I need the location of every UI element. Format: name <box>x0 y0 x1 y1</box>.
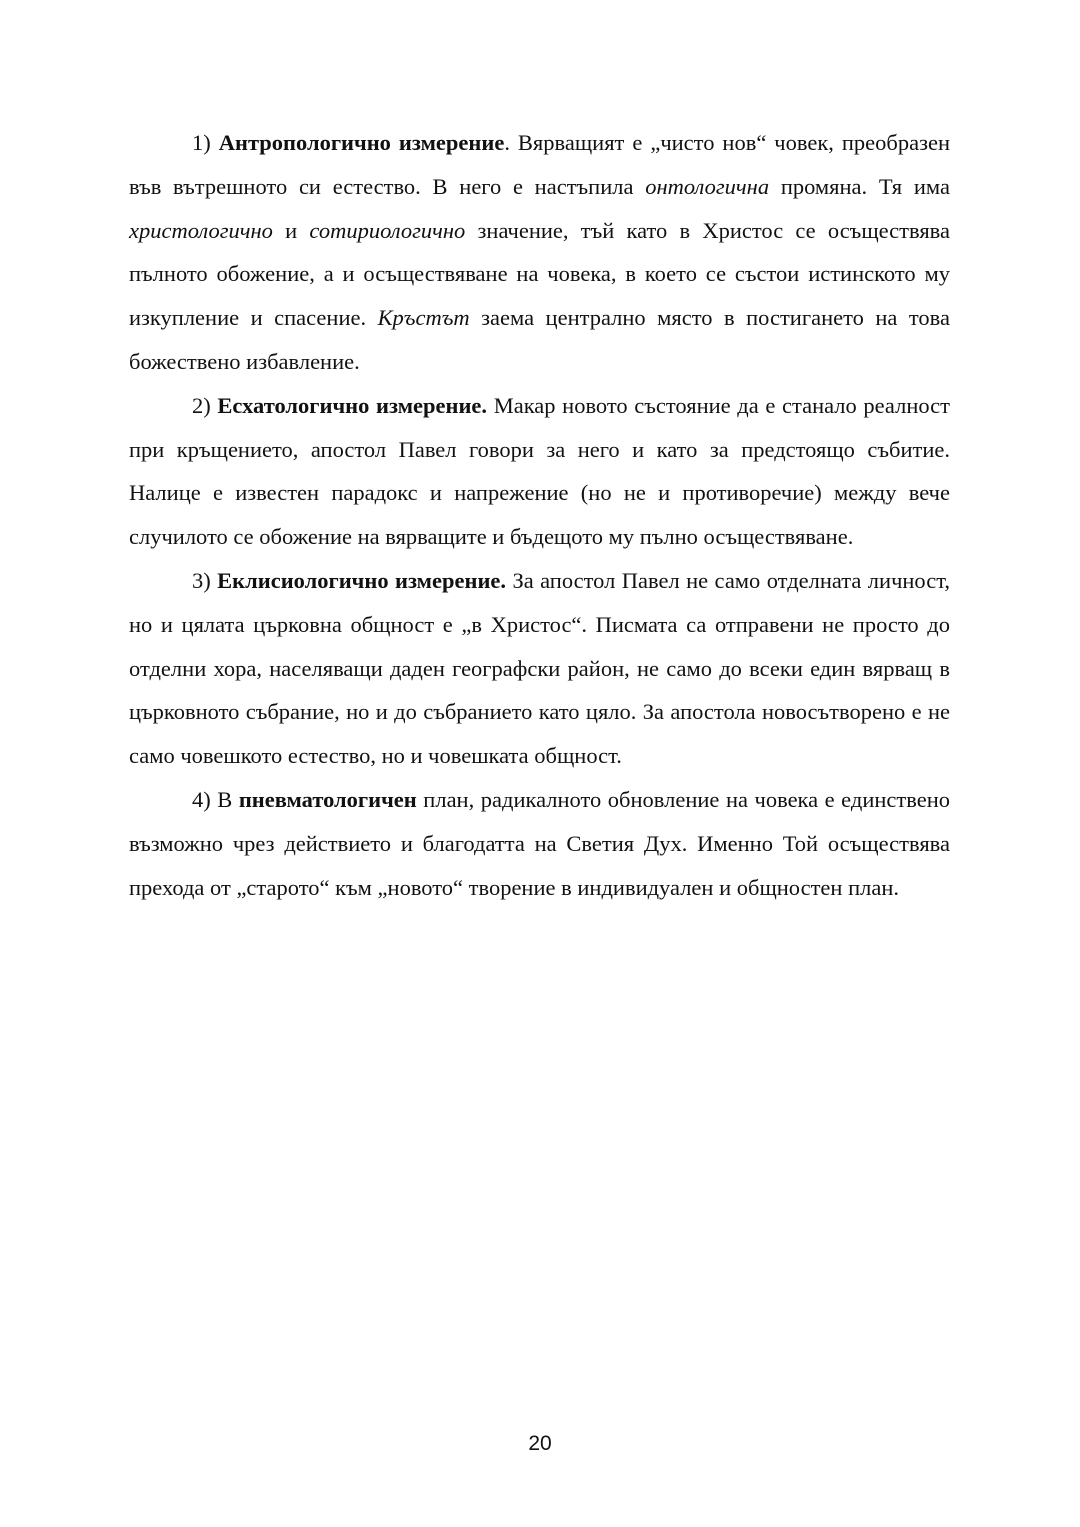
paragraph-number: 1) <box>192 130 219 155</box>
text-run: промяна. Тя има <box>769 173 950 199</box>
italic-term: онтологична <box>645 173 770 199</box>
paragraph-number: 2) <box>192 392 218 418</box>
bold-heading: Есхатологично измерение. <box>217 392 488 418</box>
bold-heading: Антропологично измерение <box>218 130 505 155</box>
paragraph-eschatological <box>129 384 950 559</box>
italic-term: сотириологично <box>309 217 466 243</box>
text-run: значение, тъй като в Христос се осъществява пълното обожение, а и осъществяване на човека, в което се състои истинското му изкупление и спасение. <box>129 217 950 331</box>
text-run: план, радикалното обновление на човека е единствено възможно чрез действието и благодатта на Светия Дух. Именно Той осъществява прехода от „старото“ към „новото“ творение в индивидуален и общностен план. <box>129 786 950 900</box>
text-run: За апостол Павел не само отделната личност, но и цялата църковна общност е „в Христос“. Писмата са отправени не просто до отделни хора, населяващи даден географски район, не само до всеки един вярващ в църковното събрание, но и до събранието като цяло. За апостола новосътворено е не само човешкото естество, но и човешката общност. <box>129 567 950 769</box>
text-run: Макар новото състояние да е станало реалност при кръщението, апостол Павел говори за него и като за предстоящо събитие. Налице е известен парадокс и напрежение (но не и противоречие) между вече случилото се обожение на вярващите и бъдещото му пълно осъществяване. <box>129 392 951 550</box>
bold-heading: пневматологичен <box>238 786 417 812</box>
page-number: 20 <box>528 1432 552 1455</box>
paragraph-pneumatological <box>129 778 950 909</box>
body-text <box>129 121 950 909</box>
paragraph-ecclesiological <box>129 559 950 778</box>
text-run: заема централно място в постигането на това божествено избавление. <box>129 305 950 374</box>
text-run: . Вярващият е „чисто нов“ човек, преобразен във вътрешното си естество. В него е настъпила <box>129 130 951 199</box>
paragraph-anthropological <box>129 121 950 384</box>
italic-term: христологично <box>129 217 273 243</box>
italic-term: Кръстът <box>377 305 470 331</box>
paragraph-number: 4) В <box>192 786 239 812</box>
text-run: и <box>272 217 310 243</box>
bold-heading: Еклисиологично измерение. <box>217 567 507 593</box>
paragraph-number: 3) <box>192 567 218 593</box>
